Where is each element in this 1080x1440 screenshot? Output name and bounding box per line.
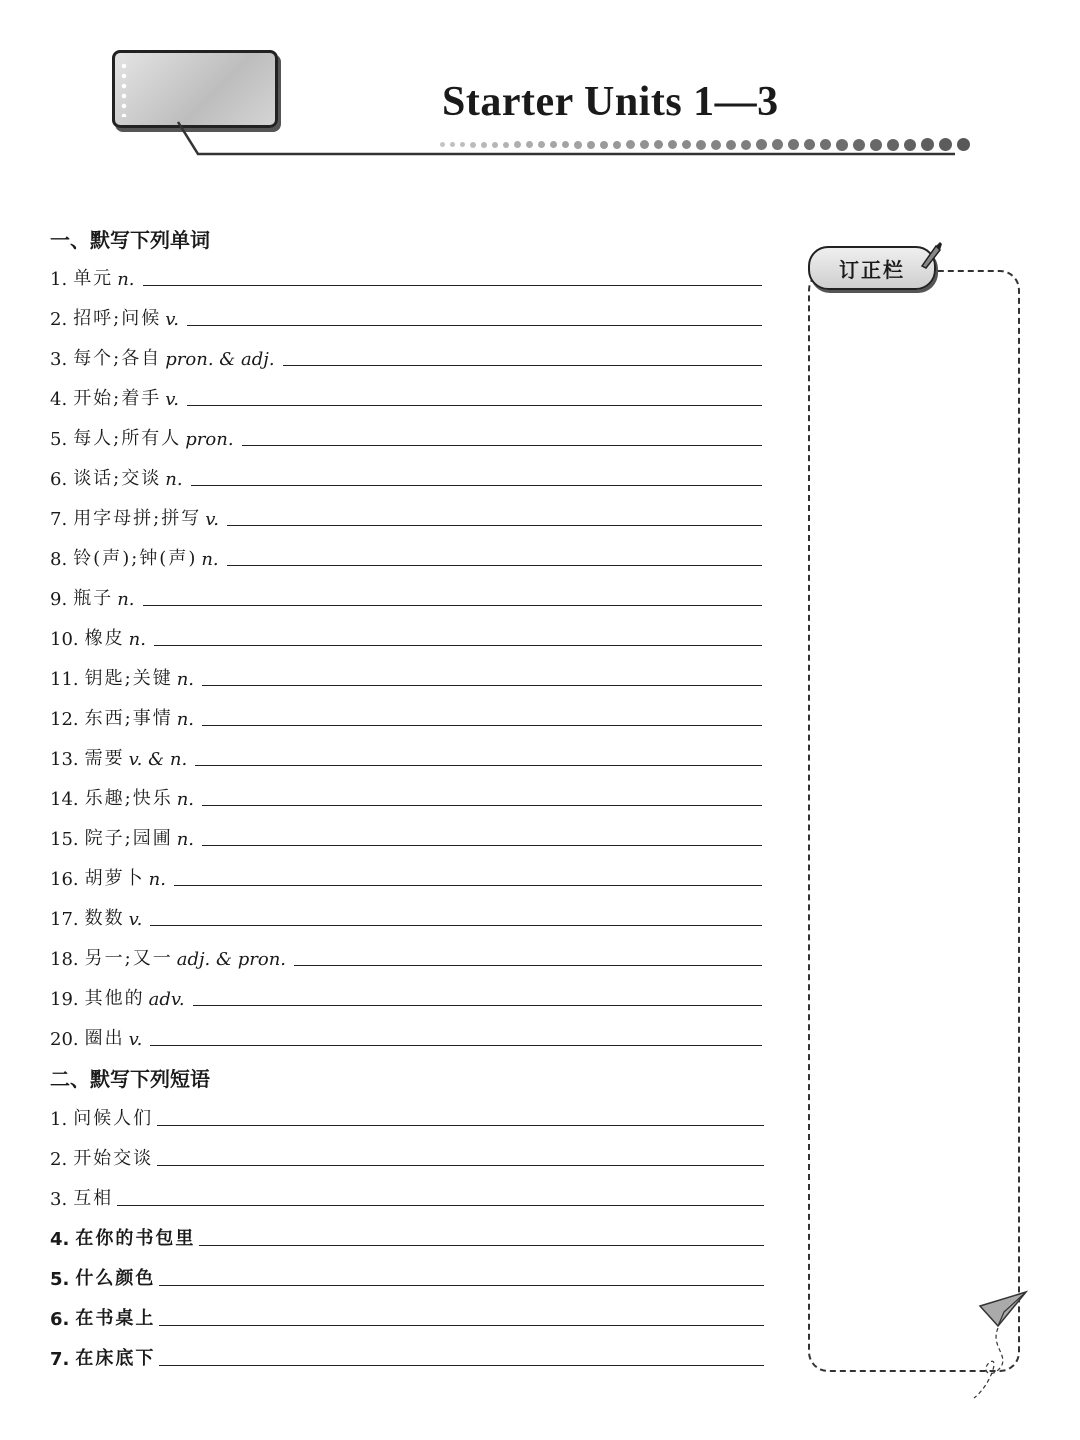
item-number: 4. <box>50 1229 70 1250</box>
dot <box>870 139 882 151</box>
list-item <box>50 1178 764 1210</box>
dot <box>613 141 621 149</box>
decorative-dots <box>440 138 970 151</box>
section1-title: 一、默写下列单词 <box>50 228 210 252</box>
item-prompt: 互相 <box>73 1188 114 1209</box>
list-item <box>50 898 762 930</box>
part-of-speech: n. <box>165 469 183 490</box>
item-prompt: 院子;园圃 <box>84 828 173 849</box>
item-prompt: 圈出 <box>84 1028 125 1049</box>
page-title: Starter Units 1—3 <box>442 79 779 125</box>
item-number: 14. <box>50 789 79 810</box>
item-prompt: 在床底下 <box>75 1348 156 1369</box>
dot <box>741 140 751 150</box>
list-item <box>50 658 762 690</box>
part-of-speech: pron. & adj. <box>165 349 275 370</box>
list-item <box>50 298 762 330</box>
dot <box>957 138 970 151</box>
answer-line[interactable] <box>202 845 762 846</box>
list-item <box>50 818 762 850</box>
item-number: 18. <box>50 949 79 970</box>
part-of-speech: v. <box>128 1029 143 1050</box>
item-prompt: 钥匙;关键 <box>84 668 173 689</box>
pencil-icon <box>918 240 942 270</box>
part-of-speech: v. & n. <box>128 749 188 770</box>
item-prompt: 谈话;交谈 <box>73 468 162 489</box>
dot <box>450 142 455 147</box>
part-of-speech: adj. & pron. <box>176 949 287 970</box>
dot <box>939 138 952 151</box>
item-number: 11. <box>50 669 79 690</box>
dot <box>514 141 521 148</box>
list-item <box>50 938 762 970</box>
dot <box>668 140 677 149</box>
dot <box>626 140 635 149</box>
list-item <box>50 618 762 650</box>
dot <box>587 141 595 149</box>
item-number: 15. <box>50 829 79 850</box>
dot <box>726 140 736 150</box>
answer-line[interactable] <box>202 725 762 726</box>
dot <box>820 139 831 150</box>
dot <box>804 139 815 150</box>
answer-line[interactable] <box>242 445 762 446</box>
item-number: 6. <box>50 469 68 490</box>
item-number: 16. <box>50 869 79 890</box>
correction-box[interactable] <box>808 270 1020 1372</box>
answer-line[interactable] <box>199 1245 764 1246</box>
item-number: 2. <box>50 309 68 330</box>
part-of-speech: n. <box>176 669 195 690</box>
item-number: 6. <box>50 1309 70 1330</box>
part-of-speech: adv. <box>148 989 185 1010</box>
dot <box>654 140 663 149</box>
dot <box>526 141 533 148</box>
item-number: 19. <box>50 989 79 1010</box>
item-number: 17. <box>50 909 79 930</box>
dot <box>562 141 569 148</box>
list-item <box>50 698 762 730</box>
dot <box>440 142 445 147</box>
list-item <box>50 258 762 290</box>
list-item <box>50 1258 764 1290</box>
dot <box>887 139 899 151</box>
dot <box>696 140 706 150</box>
item-prompt: 问候人们 <box>73 1108 154 1129</box>
part-of-speech: n. <box>176 829 195 850</box>
list-item <box>50 778 762 810</box>
answer-line[interactable] <box>157 1165 764 1166</box>
list-item <box>50 1338 764 1370</box>
item-prompt: 需要 <box>84 748 125 769</box>
paper-plane-icon <box>960 1286 1030 1406</box>
part-of-speech: n. <box>201 549 219 570</box>
item-prompt: 什么颜色 <box>75 1268 156 1289</box>
part-of-speech: v. <box>128 909 143 930</box>
list-item <box>50 1138 764 1170</box>
item-prompt: 其他的 <box>84 988 145 1009</box>
dot <box>682 140 691 149</box>
item-number: 1. <box>50 1109 68 1130</box>
part-of-speech: v. <box>165 389 180 410</box>
list-item <box>50 498 762 530</box>
item-number: 5. <box>50 1269 70 1290</box>
part-of-speech: n. <box>128 629 146 650</box>
answer-line[interactable] <box>159 1365 764 1366</box>
answer-line[interactable] <box>174 885 762 886</box>
item-prompt: 东西;事情 <box>84 708 173 729</box>
list-item <box>50 538 762 570</box>
item-number: 4. <box>50 389 68 410</box>
dot <box>904 139 916 151</box>
dot <box>600 141 608 149</box>
item-prompt: 开始交谈 <box>73 1148 154 1169</box>
answer-line[interactable] <box>191 485 762 486</box>
list-item <box>50 738 762 770</box>
dot <box>756 139 767 150</box>
answer-line[interactable] <box>195 765 762 766</box>
item-prompt: 另一;又一 <box>84 948 173 969</box>
dot <box>503 142 509 148</box>
dot <box>460 142 465 147</box>
item-prompt: 在书桌上 <box>75 1308 156 1329</box>
section2-title: 二、默写下列短语 <box>50 1067 210 1091</box>
dot <box>836 139 848 151</box>
item-prompt: 开始;着手 <box>73 388 162 409</box>
dot <box>921 138 934 151</box>
item-prompt: 铃(声);钟(声) <box>73 548 198 569</box>
item-prompt: 乐趣;快乐 <box>84 788 173 809</box>
item-number: 3. <box>50 349 68 370</box>
item-number: 3. <box>50 1189 68 1210</box>
list-item <box>50 418 762 450</box>
answer-line[interactable] <box>143 285 762 286</box>
item-prompt: 每人;所有人 <box>73 428 182 449</box>
item-prompt: 用字母拼;拼写 <box>73 508 202 529</box>
answer-line[interactable] <box>202 805 762 806</box>
answer-line[interactable] <box>202 685 762 686</box>
list-item <box>50 338 762 370</box>
part-of-speech: v. <box>165 309 180 330</box>
item-number: 13. <box>50 749 79 770</box>
list-item <box>50 378 762 410</box>
part-of-speech: v. <box>205 509 220 530</box>
item-prompt: 招呼;问候 <box>73 308 162 329</box>
correction-label: 订正栏 <box>808 246 936 290</box>
item-prompt: 橡皮 <box>84 628 125 649</box>
answer-line[interactable] <box>150 1045 762 1046</box>
part-of-speech: n. <box>117 589 135 610</box>
answer-line[interactable] <box>227 525 762 526</box>
dot <box>772 139 783 150</box>
item-prompt: 每个;各自 <box>73 348 162 369</box>
answer-line[interactable] <box>187 405 762 406</box>
answer-line[interactable] <box>294 965 762 966</box>
dot <box>481 142 487 148</box>
answer-line[interactable] <box>117 1205 764 1206</box>
list-item <box>50 1018 762 1050</box>
item-number: 9. <box>50 589 68 610</box>
dot <box>538 141 545 148</box>
item-number: 1. <box>50 269 68 290</box>
item-prompt: 数数 <box>84 908 125 929</box>
answer-line[interactable] <box>193 1005 762 1006</box>
dot <box>711 140 721 150</box>
answer-line[interactable] <box>159 1285 764 1286</box>
item-number: 10. <box>50 629 79 650</box>
list-item <box>50 978 762 1010</box>
item-number: 7. <box>50 1349 70 1370</box>
dot <box>550 141 557 148</box>
part-of-speech: n. <box>117 269 135 290</box>
answer-line[interactable] <box>143 605 762 606</box>
list-item <box>50 458 762 490</box>
item-number: 5. <box>50 429 68 450</box>
item-prompt: 瓶子 <box>73 588 114 609</box>
dot <box>470 142 476 148</box>
dot <box>492 142 498 148</box>
item-number: 8. <box>50 549 68 570</box>
list-item <box>50 1298 764 1330</box>
part-of-speech: n. <box>176 709 195 730</box>
item-number: 20. <box>50 1029 79 1050</box>
answer-line[interactable] <box>227 565 762 566</box>
dot <box>574 141 582 149</box>
part-of-speech: pron. <box>185 429 234 450</box>
dot <box>853 139 865 151</box>
item-prompt: 单元 <box>73 268 114 289</box>
item-prompt: 胡萝卜 <box>84 868 145 889</box>
list-item <box>50 858 762 890</box>
list-item <box>50 578 762 610</box>
list-item <box>50 1218 764 1250</box>
list-item <box>50 1098 764 1130</box>
answer-line[interactable] <box>159 1325 764 1326</box>
item-number: 7. <box>50 509 68 530</box>
answer-line[interactable] <box>154 645 762 646</box>
answer-line[interactable] <box>283 365 762 366</box>
dot <box>640 140 649 149</box>
answer-line[interactable] <box>157 1125 764 1126</box>
item-prompt: 在你的书包里 <box>75 1228 196 1249</box>
part-of-speech: n. <box>148 869 166 890</box>
answer-line[interactable] <box>150 925 762 926</box>
answer-line[interactable] <box>187 325 762 326</box>
item-number: 12. <box>50 709 79 730</box>
item-number: 2. <box>50 1149 68 1170</box>
dot <box>788 139 799 150</box>
part-of-speech: n. <box>176 789 195 810</box>
